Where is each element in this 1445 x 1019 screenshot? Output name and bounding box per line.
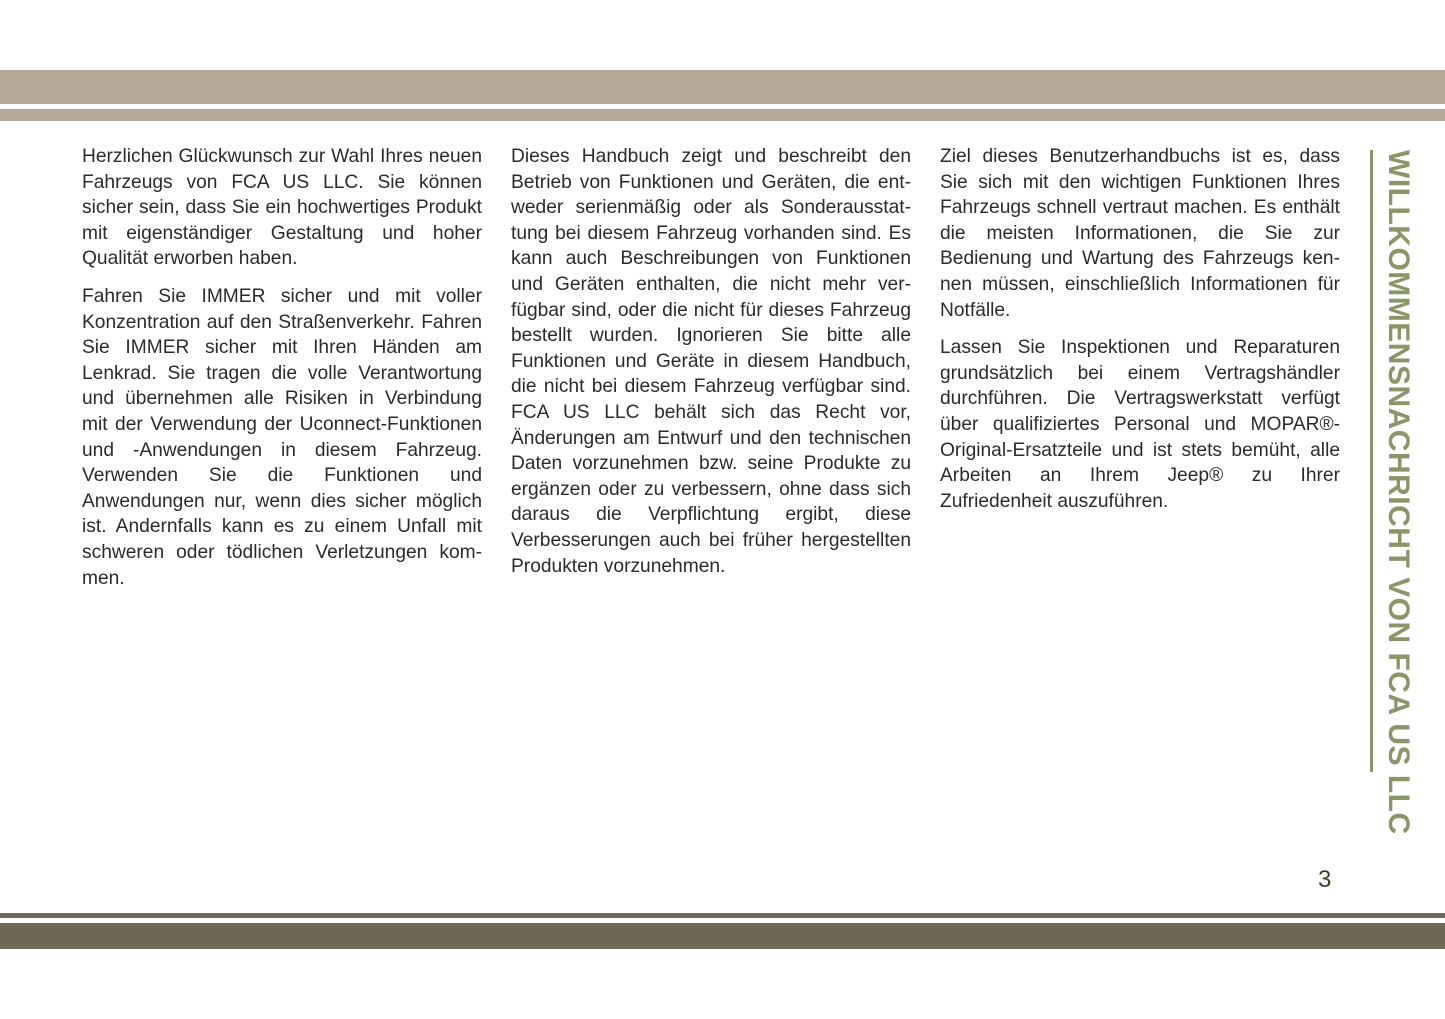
paragraph: Fahren Sie IMMER sicher und mit voller Konzentration auf den Straßenverkehr. Fahren Sie IMMER sicher mit Ihren Händen am Lenkrad. Sie tragen die volle Verantwortung und übernehmen alle Risiken in Verbindung mit der Verwendung der Uconnect-Funktionen und -Anwendungen in diesem Fahrzeug. Verwenden Sie die Funktionen und Anwendungen nur, wenn dies sicher möglich ist. Andernfalls kann es zu einem Unfall mit schweren oder tödlichen Verletzungen kommen.: [82, 285, 482, 589]
paragraph: Lassen Sie Inspektionen und Reparaturen grundsätzlich bei einem Vertragshändler durchführen. Die Vertragswerkstatt verfügt über qualifiziertes Personal und MOPAR®-Original-Ersatzteile und ist stets bemüht, alle Arbeiten an Ihrem Jeep® zu Ihrer Zufriedenheit auszuführen.: [940, 337, 1340, 512]
page-number: 3: [1318, 866, 1332, 893]
footer-band-thin: [0, 913, 1445, 918]
text-column-1: [82, 144, 482, 603]
text-column-2: [511, 144, 911, 591]
text-column-3: [940, 144, 1340, 526]
header-band-thick: [0, 70, 1445, 104]
footer-band-thick: [0, 923, 1445, 949]
section-title: WILLKOMMENSNACHRICHT VON FCA US LLC: [1382, 150, 1415, 835]
section-title-bar: [1370, 150, 1417, 835]
paragraph: Ziel dieses Benutzerhandbuchs ist es, dass Sie sich mit den wichtigen Funktionen Ihres Fahrzeugs schnell vertraut machen. Es enthält die meisten Informationen, die Sie zur Bedienung und Wartung des Fahrzeugs kennen müssen, einschließlich Informationen für Notfälle.: [940, 146, 1340, 321]
paragraph: Dieses Handbuch zeigt und beschreibt den Betrieb von Funktionen und Geräten, die entweder serienmäßig oder als Sonderausstattung bei diesem Fahrzeug vorhanden sind. Es kann auch Beschreibungen von Funktionen und Geräten enthalten, die nicht mehr verfügbar sind, oder die nicht für dieses Fahrzeug bestellt wurden. Ignorieren Sie bitte alle Funktionen und Geräte in diesem Handbuch, die nicht bei diesem Fahrzeug verfügbar sind. FCA US LLC behält sich das Recht vor, Änderungen am Entwurf und den technischen Daten vorzunehmen bzw. seine Produkte zu ergänzen oder zu verbessern, ohne dass sich daraus die Verpflichtung ergibt, diese Verbesserungen auch bei früher hergestellten Produkten vorzunehmen.: [511, 146, 911, 577]
header-band-thin: [0, 109, 1445, 121]
paragraph: Herzlichen Glückwunsch zur Wahl Ihres neuen Fahrzeugs von FCA US LLC. Sie können sicher sein, dass Sie ein hochwertiges Produkt mit eigenständiger Gestaltung und hoher Qualität erworben haben.: [82, 146, 482, 270]
